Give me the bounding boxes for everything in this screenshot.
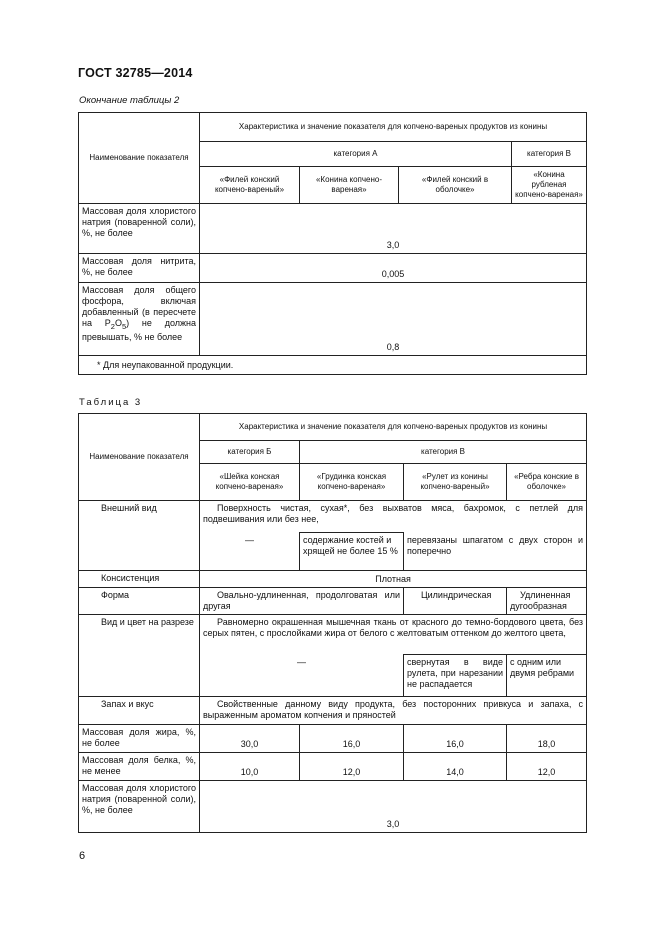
table3-product: «Ребра конские в оболочке» bbox=[507, 464, 587, 501]
table3-row-value: свернутая в виде рулета, при нарезании не распадается bbox=[404, 655, 507, 697]
table2-product: «Конина рубленая копчено-вареная» bbox=[512, 167, 587, 204]
table2-row-name: Массовая доля хлористого натрия (поваренной соли), %, не более bbox=[79, 204, 200, 254]
table3-appearance-common: Поверхность чистая, сухая*, без выхватов мяса, бахромок, с петлей для подвешивания или без нее, bbox=[200, 501, 587, 533]
table3-product: «Рулет из конины копчено-вареный» bbox=[404, 464, 507, 501]
table3-row-value: Овально-удлиненная, продолговатая или другая bbox=[200, 588, 404, 615]
table3-row-name: Внешний вид bbox=[79, 501, 200, 571]
table3-row-name: Консистенция bbox=[79, 571, 200, 588]
table2-cat-a: категория А bbox=[200, 142, 512, 167]
table3-row-name: Форма bbox=[79, 588, 200, 615]
table3-row-value: с одним или двумя ребрами bbox=[507, 655, 587, 697]
table3-main-header: Характеристика и значение показателя для копчено-вареных продуктов из конины bbox=[200, 414, 587, 441]
table3-row-value: Удлиненная дугообразная bbox=[507, 588, 587, 615]
table2-row-value: 3,0 bbox=[200, 204, 587, 254]
table3-row-name: Массовая доля хлористого натрия (поваренной соли), %, не более bbox=[79, 781, 200, 833]
table3-row-value: 14,0 bbox=[404, 753, 507, 781]
table3-row-value: Свойственные данному виду продукта, без посторонних привкуса и запаха, с выраженным ароматом копчения и пряностей bbox=[200, 697, 587, 725]
table3-appearance-cell: перевязаны шпагатом с двух сторон и поперечно bbox=[404, 533, 587, 571]
table3-caption: Таблица 3 bbox=[79, 397, 143, 408]
table3-row-name: Массовая доля белка, %, не менее bbox=[79, 753, 200, 781]
table2-row-name: Массовая доля нитрита, %, не более bbox=[79, 254, 200, 283]
table3-section-common: Равномерно окрашенная мышечная ткань от красного до темно-бордового цвета, без серых пятен, с прослойками жира от белого с желтоватым оттенком до желтого цвета, bbox=[200, 615, 587, 655]
table3-cat-v: категория В bbox=[300, 441, 587, 464]
table2-cat-v: категория В bbox=[512, 142, 587, 167]
table2-product: «Филей конский копчено-вареный» bbox=[200, 167, 300, 204]
table3-row-value: 12,0 bbox=[507, 753, 587, 781]
table3-row-value: 18,0 bbox=[507, 725, 587, 753]
table2-row-name: Массовая доля общего фосфора, включая добавленный (в пересчете на $P_2O_5$) не должна превышать, % не более bbox=[79, 283, 200, 356]
table3-row-value: 16,0 bbox=[404, 725, 507, 753]
table3-col-name: Наименование показателя bbox=[79, 414, 200, 501]
document-header: ГОСТ 32785—2014 bbox=[78, 66, 193, 80]
table3-row-name: Массовая доля жира, %, не более bbox=[79, 725, 200, 753]
table2-row-value: 0,8 bbox=[200, 283, 587, 356]
table3-row-value: 12,0 bbox=[300, 753, 404, 781]
table2-row-value: 0,005 bbox=[200, 254, 587, 283]
table2-product: «Конина копчено-вареная» bbox=[300, 167, 399, 204]
table3-product: «Шейка конская копчено-вареная» bbox=[200, 464, 300, 501]
table3-row-value: 3,0 bbox=[200, 781, 587, 833]
table2-caption: Окончание таблицы 2 bbox=[79, 95, 180, 106]
table3-dash: — bbox=[200, 533, 300, 571]
table3-dash: — bbox=[200, 655, 404, 697]
table2-product: «Филей конский в оболочке» bbox=[399, 167, 512, 204]
page-number: 6 bbox=[79, 850, 86, 862]
table3-row-value: 10,0 bbox=[200, 753, 300, 781]
table3-row-value: Плотная bbox=[200, 571, 587, 588]
table3-row-name: Запах и вкус bbox=[79, 697, 200, 725]
table2-footnote: * Для неупакованной продукции. bbox=[79, 356, 587, 375]
table3-row-value: Цилиндрическая bbox=[404, 588, 507, 615]
table3-cat-b: категория Б bbox=[200, 441, 300, 464]
table2 bbox=[78, 112, 587, 375]
table2-col-name: Наименование показателя bbox=[79, 113, 200, 204]
table3-row-value: 30,0 bbox=[200, 725, 300, 753]
table2-main-header: Характеристика и значение показателя для копчено-вареных продуктов из конины bbox=[200, 113, 587, 142]
table3-row-value: 16,0 bbox=[300, 725, 404, 753]
table3-product: «Грудинка конская копчено-вареная» bbox=[300, 464, 404, 501]
table3-appearance-cell: содержание костей и хрящей не более 15 % bbox=[300, 533, 404, 571]
table3-row-name: Вид и цвет на разрезе bbox=[79, 615, 200, 697]
table3 bbox=[78, 413, 587, 833]
